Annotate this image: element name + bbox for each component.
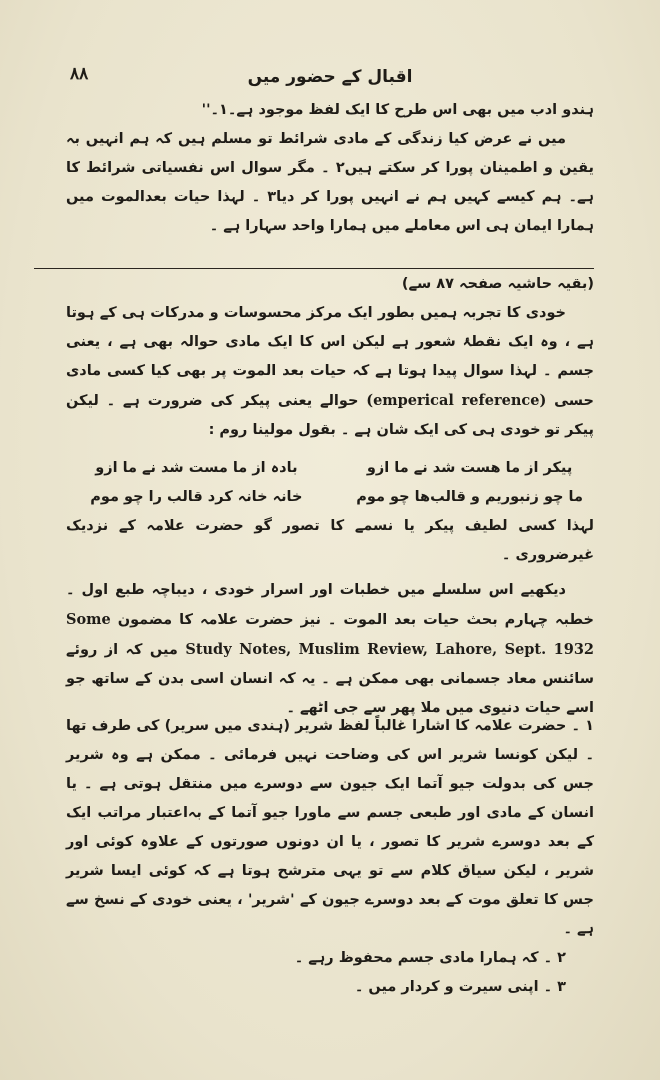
running-title: اقبال کے حضور میں (247, 67, 413, 87)
footnote-separator (34, 268, 594, 269)
footnote-references (66, 576, 594, 723)
english-term: (emperical reference) (366, 392, 547, 409)
footnote-text: خودی کا تجربہ ہمیں بطور ایک مرکز محسوسات و مدرکات ہی کے ہوتا ہے ، وہ ایک نقطۂ شعور ہے لیکن اس کا ایک مادی حوالہ بھی ہے ، یعنی جسم ۔ لہذا سوال پیدا ہوتا ہے کہ حیات بعد الموت پر بھی کیا کسی مادی حسی (66, 305, 594, 409)
english-title-2: Notes, Muslim Review, Lahore, Sept. 1932 (239, 641, 594, 658)
footnote-closing: لہذا کسی لطیف پیکر یا نسمے کا تصور گو حضرت علامہ کے نزدیک غیرضروری ۔ (66, 518, 594, 563)
footnote-block-1 (66, 270, 594, 445)
verse-line-1 (80, 454, 586, 483)
note-3: ۳ ۔ اپنی سیرت و کردار میں ۔ (354, 979, 566, 995)
main-text (66, 96, 594, 241)
note-1: ۱ ۔ حضرت علامہ کا اشارا غالباً لفظ شریر (ہندی میں سریر) کی طرف تھا ۔ لیکن کونسا شریر اس کی وضاحت نہیں فرمائی ۔ ممکن ہے وہ شریر جس کی بدولت جیو آتما ایک جیون سے دوسرے میں منتقل ہوتی ہے ۔ یا انسان کے مادی اور طبعی جسم سے ماورا جیو آتما کے بہ‌اعتبار مراتب ایک کے بعد دوسرے شریر کا تصور ، یا ان دونوں صورتوں کے علاوہ کوئی اور شریر ، لیکن سیاق کلام سے تو یہی مترشح ہوتا ہے کہ کوئی ایسا شریر جس کا تعلق موت کے بعد دوسرے جیون کے 'شریر' ، یعنی خودی کے نسخ سے ہے ۔ (66, 718, 594, 937)
verse-hemistich: خانہ خانہ کرد قالب را چو موم (90, 489, 303, 505)
footnote-text-tail: حوالے یعنی پیکر کی ضرورت ہے ۔ لیکن پیکر تو خودی ہی کی ایک شان ہے ۔ بقول مولینا روم : (66, 393, 594, 438)
paragraph-1: ہندو ادب میں بھی اس طرح کا ایک لفظ موجود ہے۔۱۔'' (201, 102, 594, 118)
verse-line-2 (80, 483, 586, 512)
page-number: ۸۸ (70, 64, 89, 84)
english-title-1: Some Study (66, 611, 232, 658)
verse-hemistich: پیکر از ما هست شد نے ما ازو (366, 460, 573, 476)
reference-text-end: میں کہ از روئے سائنس معاد جسمانی بھی ممکن ہے ۔ یہ کہ انسان اسی بدن کے ساتھ جو اسے حیات دنیوی میں ملا پھر سے جی اٹھے ۔ (66, 642, 594, 716)
paragraph-2: میں نے عرض کیا زندگی کے مادی شرائط تو مسلم ہیں کہ ہم انہیں بہ یقین و اطمینان پورا کر سکتے ہیں۲ ۔ مگر سوال اس نفسیاتی شرائط کا ہے۔ ہم کیسے کہیں ہم نے انہیں پورا کر دیا۳ ۔ لہذا حیات بعدالموت میں ہمارا ایمان ہی اس معاملے میں ہمارا واحد سہارا ہے ۔ (66, 131, 595, 234)
page-header (70, 64, 590, 98)
numbered-notes (66, 712, 594, 1002)
footnote-block-close (66, 512, 594, 570)
verse-hemistich: بادہ از ما مست شد نے ما ازو (95, 460, 298, 476)
footnote-block-2 (66, 576, 594, 723)
reference-text: دیکھیے اس سلسلے میں خطبات اور اسرار خودی ، دیباچہ طبع اول ۔ خطبہ چہارم بحث حیات بعد الموت ۔ نیز حضرت علامہ کا مضمون (66, 582, 594, 628)
verse-hemistich: ما چو زنبوریم و قالب‌ها چو موم (356, 489, 583, 505)
note-2: ۲ ۔ کہ ہمارا مادی جسم محفوظ رہے ۔ (294, 950, 566, 966)
continuation-note: (بقیہ حاشیہ صفحہ ۸۷ سے) (401, 276, 594, 292)
persian-verse (80, 454, 586, 512)
footnote-paragraph (66, 299, 594, 445)
